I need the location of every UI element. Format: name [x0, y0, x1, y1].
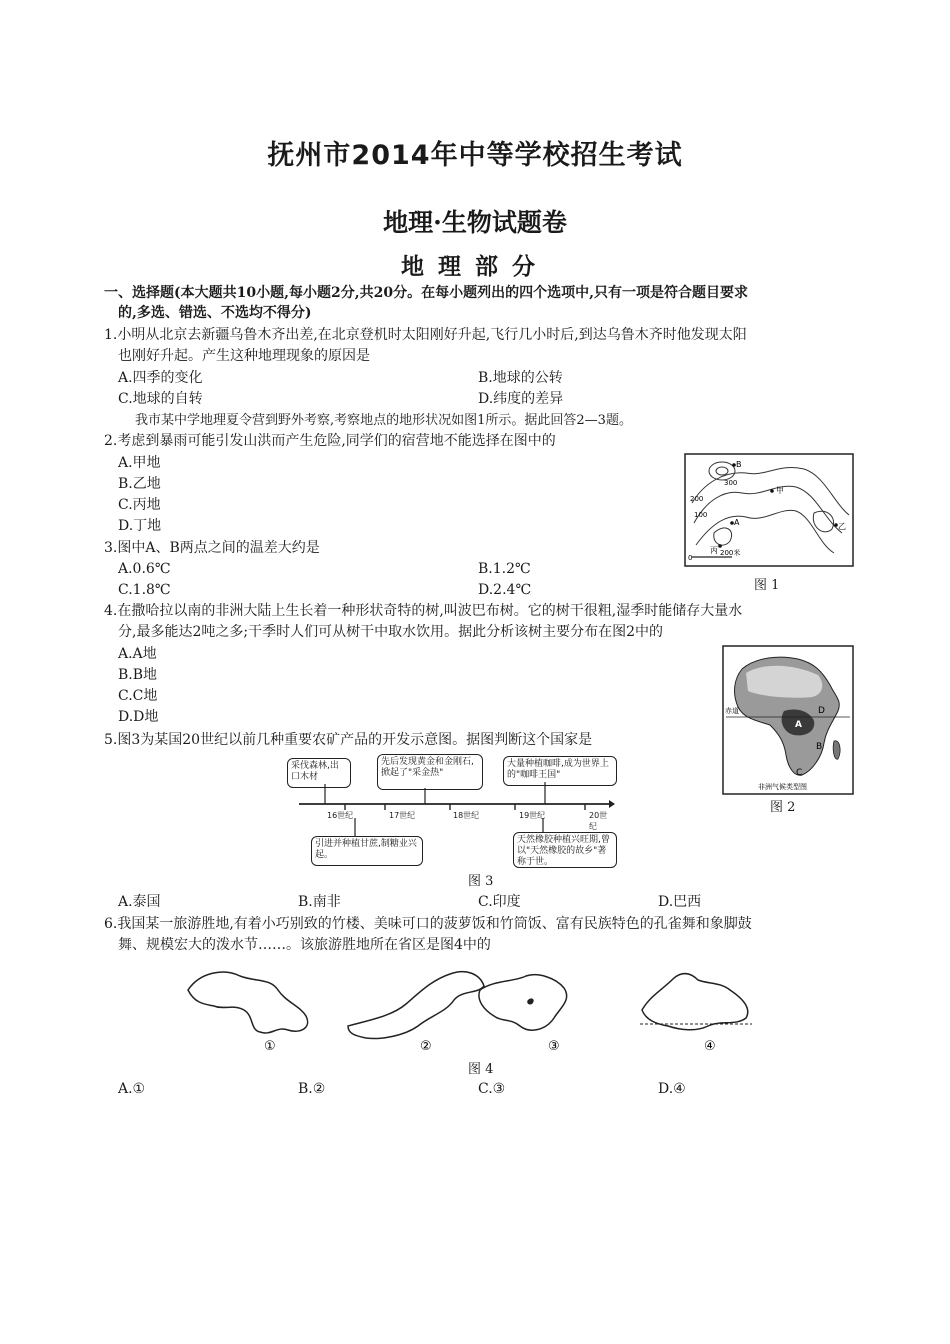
q2-stem: 2.考虑到暴雨可能引发山洪而产生危险,同学们的宿营地不能选择在图中的	[104, 433, 556, 449]
q1-option-a: A.四季的变化	[118, 370, 203, 386]
q1-stem-line1: 1.小明从北京去新疆乌鲁木齐出差,在北京登机时太阳刚好升起,飞行几小时后,到达乌鲁木齐时他发现太阳	[104, 327, 747, 343]
fig4-shape-3	[479, 975, 567, 1030]
figure2-caption: 图 2	[770, 800, 796, 815]
q1-option-b: B.地球的公转	[478, 370, 563, 386]
q6-option-d: D.④	[658, 1081, 686, 1097]
fig4-label-3: ③	[548, 1039, 560, 1052]
fig4-label-1: ①	[264, 1039, 276, 1052]
fig3-century-17: 17世纪	[389, 811, 416, 820]
fig3-box-rubber: 天然橡胶种植兴旺期,曾以"天然橡胶的故乡"著称于世。	[513, 832, 617, 868]
section-heading-line2: 的,多选、错选、不选均不得分)	[118, 305, 312, 321]
fig2-label-c: C	[796, 768, 803, 778]
q6-stem-line2: 舞、规模宏大的泼水节……。该旅游胜地所在省区是图4中的	[118, 937, 491, 953]
q6-stem-line1: 6.我国某一旅游胜地,有着小巧别致的竹楼、美味可口的菠萝饭和竹筒饭、富有民族特色的孔雀舞和象脚鼓	[104, 916, 752, 932]
q4-option-b: B.B地	[118, 667, 158, 683]
figure3-caption: 图 3	[468, 874, 494, 889]
fig3-box-sugarcane: 引进并种植甘蔗,制糖业兴起。	[311, 836, 423, 866]
fig1-label-yi: 乙	[838, 522, 846, 531]
q1-option-d: D.纬度的差异	[478, 391, 564, 407]
q5-option-c: C.印度	[478, 894, 521, 910]
fig3-century-16: 16世纪	[327, 811, 354, 820]
fig3-box-timber: 采伐森林,出口木材	[287, 758, 351, 788]
fig2-label-equator: 赤道	[725, 707, 739, 715]
fig4-shape-4	[642, 974, 748, 1030]
q1-stem-line2: 也刚好升起。产生这种地理现象的原因是	[118, 348, 370, 364]
fig1-label-100: 100	[694, 511, 708, 519]
q6-option-c: C.③	[478, 1081, 506, 1097]
q2-option-c: C.丙地	[118, 497, 161, 513]
q1-option-c: C.地球的自转	[118, 391, 203, 407]
fig1-scale-length: 200米	[720, 549, 741, 557]
section-title: 地理部分	[401, 253, 549, 280]
fig1-label-jia: 甲	[776, 486, 784, 495]
q2-option-a: A.甲地	[118, 455, 161, 471]
fig2-label-d: D	[818, 706, 825, 716]
fig3-box-coffee: 大量种植咖啡,成为世界上的"咖啡王国"	[503, 756, 617, 786]
paper-subtitle: 地理·生物试题卷	[383, 208, 567, 237]
q4-option-a: A.A地	[118, 646, 157, 662]
fig3-box-gold: 先后发现黄金和金刚石,掀起了"采金热"	[377, 754, 483, 790]
fig1-label-b: B	[736, 460, 742, 469]
q3-stem: 3.图中A、B两点之间的温差大约是	[104, 540, 320, 556]
q3-option-a: A.0.6℃	[118, 561, 171, 577]
q2-option-d: D.丁地	[118, 518, 162, 534]
fig2-label-b: B	[816, 742, 823, 752]
q6-option-a: A.①	[118, 1081, 146, 1097]
fig4-label-4: ④	[704, 1039, 716, 1052]
fig2-label-a: A	[795, 720, 802, 730]
q4-option-d: D.D地	[118, 709, 159, 725]
fig3-century-18: 18世纪	[453, 811, 480, 820]
figure4-province-outlines	[180, 960, 780, 1052]
exam-title: 抚州市2014年中等学校招生考试	[267, 140, 683, 171]
q5-option-d: D.巴西	[658, 894, 702, 910]
fig1-label-a: A	[734, 518, 740, 527]
fig4-label-2: ②	[420, 1039, 432, 1052]
fig1-scale-zero: 0	[688, 554, 693, 562]
q3-option-d: D.2.4℃	[478, 582, 532, 598]
fig3-century-19: 19世纪	[519, 811, 546, 820]
fig1-label-200: 200	[690, 495, 704, 503]
figure1-contour-map	[684, 453, 854, 575]
q2-option-b: B.乙地	[118, 476, 161, 492]
figure3-timeline	[285, 752, 615, 870]
section-heading-line1: 一、选择题(本大题共10小题,每小题2分,共20分。在每小题列出的四个选项中,只有一项是符合题目要求	[104, 285, 748, 301]
q4-option-c: C.C地	[118, 688, 158, 704]
q5-option-a: A.泰国	[118, 894, 161, 910]
fig2-map-title: 非洲气候类型图	[758, 783, 807, 791]
q5-option-b: B.南非	[298, 894, 341, 910]
q6-option-b: B.②	[298, 1081, 326, 1097]
q3-option-c: C.1.8℃	[118, 582, 171, 598]
intro-q2-q3: 我市某中学地理夏令营到野外考察,考察地点的地形状况如图1所示。据此回答2—3题。	[135, 413, 632, 428]
fig1-label-300: 300	[724, 479, 738, 487]
figure2-africa-map	[722, 645, 854, 795]
fig1-label-bing: 丙	[710, 546, 718, 555]
figure1-caption: 图 1	[754, 578, 780, 593]
fig4-shape-1	[188, 972, 308, 1033]
q3-option-b: B.1.2℃	[478, 561, 531, 577]
q5-stem: 5.图3为某国20世纪以前几种重要农矿产品的开发示意图。据图判断这个国家是	[104, 732, 593, 748]
fig4-shape-2	[348, 972, 484, 1039]
fig3-century-20: 20世纪	[589, 811, 608, 831]
q4-stem-line2: 分,最多能达2吨之多;干季时人们可从树干中取水饮用。据此分析该树主要分布在图2中的	[118, 624, 663, 640]
figure4-caption: 图 4	[468, 1062, 494, 1077]
q4-stem-line1: 4.在撒哈拉以南的非洲大陆上生长着一种形状奇特的树,叫波巴布树。它的树干很粗,湿季时能储存大量水	[104, 603, 743, 619]
